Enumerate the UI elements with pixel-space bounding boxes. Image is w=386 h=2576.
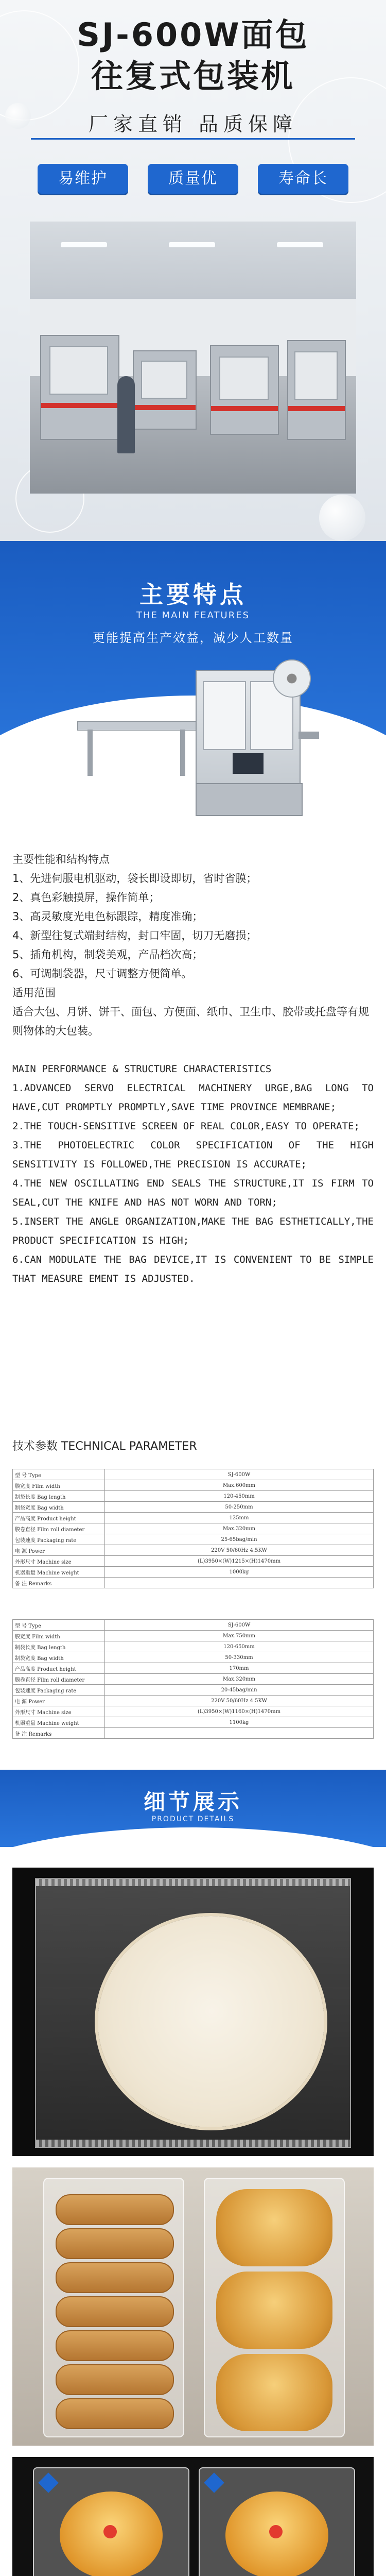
parameter-value: 50-330mm — [105, 1652, 374, 1663]
parameter-key: 电 源 Power — [13, 1696, 105, 1706]
parameter-value: 50-250mm — [105, 1502, 374, 1513]
parameter-value: Max.750mm — [105, 1631, 374, 1641]
detail-photo-pizza-crust — [12, 1868, 374, 2156]
parameter-value: Max.320mm — [105, 1523, 374, 1534]
parameter-row — [13, 1674, 374, 1685]
parameter-row — [13, 1545, 374, 1556]
parameter-key: 制袋宽度 Bag width — [13, 1502, 105, 1513]
parameter-row — [13, 1728, 374, 1739]
parameter-value: 20-45bag/min — [105, 1685, 374, 1696]
parameter-row — [13, 1513, 374, 1523]
parameter-row — [13, 1631, 374, 1641]
parameter-value: 1000kg — [105, 1567, 374, 1578]
parameter-key: 制袋宽度 Bag width — [13, 1652, 105, 1663]
spec-cn-item: 3、高灵敏度光电色标跟踪，精度准确； — [12, 910, 203, 923]
parameter-row — [13, 1502, 374, 1513]
features-title: 主要特点 — [139, 581, 247, 608]
parameter-row — [13, 1567, 374, 1578]
parameter-row — [13, 1578, 374, 1588]
scope-heading: 适用范围 — [12, 987, 56, 999]
features-section — [0, 541, 386, 850]
parameter-row — [13, 1556, 374, 1567]
parameter-value: (L)3950×(W)1160×(H)1470mm — [105, 1706, 374, 1717]
parameter-value: 25-65bag/min — [105, 1534, 374, 1545]
spec-cn-item: 2、真色彩触摸屏，操作简单； — [12, 891, 160, 904]
parameter-key: 膜宽度 Film width — [13, 1631, 105, 1641]
parameter-key: 备 注 Remarks — [13, 1578, 105, 1588]
details-subtitle: PRODUCT DETAILS — [151, 1815, 235, 1823]
spec-en-item: 6.CAN MODULATE THE BAG DEVICE,IT IS CONVENIENT TO BE SIMPLE THAT MEASURE EMENT IS ADJUSTED. — [12, 1254, 374, 1284]
parameter-key: 产品高度 Product height — [13, 1663, 105, 1674]
parameter-value: 120-450mm — [105, 1491, 374, 1502]
parameter-table-1 — [12, 1469, 374, 1588]
parameter-value — [105, 1578, 374, 1588]
parameter-value: 220V 50/60Hz 4.5KW — [105, 1545, 374, 1556]
detail-photo-bread-packs — [12, 2167, 374, 2446]
hero-section — [0, 0, 386, 541]
parameter-row — [13, 1620, 374, 1631]
parameter-row — [13, 1696, 374, 1706]
parameter-key: 产品高度 Product height — [13, 1513, 105, 1523]
details-title: 细节展示 — [143, 1789, 242, 1815]
parameter-key: 包装速度 Packaging rate — [13, 1685, 105, 1696]
parameter-key: 包装速度 Packaging rate — [13, 1534, 105, 1545]
parameter-row — [13, 1717, 374, 1728]
parameter-value: (L)3950×(W)1215×(H)1470mm — [105, 1556, 374, 1567]
parameter-value: Max.600mm — [105, 1480, 374, 1491]
parameter-value: Max.320mm — [105, 1674, 374, 1685]
spec-en-item: 2.THE TOUCH-SENSITIVE SCREEN OF REAL COLOR,EASY TO OPERATE; — [12, 1121, 360, 1132]
parameter-key: 制袋长度 Bag length — [13, 1491, 105, 1502]
parameter-key: 外形尺寸 Machine size — [13, 1556, 105, 1567]
parameter-section — [0, 1437, 386, 1739]
parameter-row — [13, 1706, 374, 1717]
spec-cn-item: 5、插角机构，制袋美观，产品档次高； — [12, 948, 203, 961]
features-description: 更能提高生产效益，减少人工数量 — [93, 631, 293, 645]
parameter-table-2 — [12, 1619, 374, 1739]
parameter-key: 机器重量 Machine weight — [13, 1567, 105, 1578]
spec-cn-item: 1、先进伺服电机驱动，袋长即设即切，省时省膜； — [12, 872, 257, 885]
hero-title-line1: SJ-600W面包 — [77, 16, 309, 54]
parameter-key: 外形尺寸 Machine size — [13, 1706, 105, 1717]
spec-en-item: 4.THE NEW OSCILLATING END SEALS THE STRUCTURE,IT IS FIRM TO SEAL,CUT THE KNIFE AND HAS NOT WORN AND TORN; — [12, 1178, 374, 1208]
badge-long-life: 寿命长 — [258, 164, 348, 194]
spec-cn-item: 4、新型往复式端封结构，封口牢固，切刀无磨损； — [12, 929, 257, 942]
parameter-value: 170mm — [105, 1663, 374, 1674]
spec-en-item: 5.INSERT THE ANGLE ORGANIZATION,MAKE THE BAG ESTHETICALLY,THE PRODUCT SPECIFICATION IS HIGH; — [12, 1216, 374, 1246]
parameter-key: 备 注 Remarks — [13, 1728, 105, 1739]
parameter-row — [13, 1641, 374, 1652]
spec-en-item: 1.ADVANCED SERVO ELECTRICAL MACHINERY URGE,BAG LONG TO HAVE,CUT PROMPTLY PROMPTLY,SAVE TIME PROVINCE MEMBRANE; — [12, 1082, 374, 1113]
features-subtitle: THE MAIN FEATURES — [136, 610, 250, 621]
parameter-row — [13, 1652, 374, 1663]
specs-text-section — [0, 850, 386, 1432]
parameter-row — [13, 1663, 374, 1674]
specs-cn-heading: 主要性能和结构特点 — [12, 853, 110, 866]
hero-title-line2: 往复式包装机 — [91, 57, 295, 95]
parameter-key: 电 源 Power — [13, 1545, 105, 1556]
parameter-value: 120-650mm — [105, 1641, 374, 1652]
parameter-key: 膜卷直径 Film roll diameter — [13, 1674, 105, 1685]
parameter-key: 膜宽度 Film width — [13, 1480, 105, 1491]
badge-quality: 质量优 — [148, 164, 238, 194]
parameter-row — [13, 1685, 374, 1696]
spec-en-item: 3.THE PHOTOELECTRIC COLOR SPECIFICATION OF THE HIGH SENSITIVITY IS FOLLOWED,THE PRECISION IS ACCURATE; — [12, 1140, 374, 1170]
parameter-key: 机器重量 Machine weight — [13, 1717, 105, 1728]
parameter-row — [13, 1523, 374, 1534]
hero-divider — [31, 138, 355, 140]
parameter-value: 220V 50/60Hz 4.5KW — [105, 1696, 374, 1706]
parameter-key: 制袋长度 Bag length — [13, 1641, 105, 1652]
parameter-value — [105, 1728, 374, 1739]
hero-title — [0, 14, 386, 97]
specs-en-heading: MAIN PERFORMANCE & STRUCTURE CHARACTERISTICS — [12, 1063, 272, 1075]
badge-easy-maintenance: 易维护 — [38, 164, 128, 194]
parameter-row — [13, 1469, 374, 1480]
detail-photo-pastries — [12, 2457, 374, 2576]
parameter-key: 型 号 Type — [13, 1620, 105, 1631]
parameter-value: SJ-600W — [105, 1469, 374, 1480]
details-banner — [0, 1770, 386, 1847]
hero-slogan: 厂家直销 品质保障 — [88, 113, 298, 135]
parameter-value: 125mm — [105, 1513, 374, 1523]
parameter-key: 型 号 Type — [13, 1469, 105, 1480]
parameter-title: 技术参数 TECHNICAL PARAMETER — [12, 1440, 197, 1453]
spec-cn-item: 6、可调制袋器，尺寸调整方便简单。 — [12, 968, 192, 980]
factory-photo — [30, 222, 356, 494]
parameter-value: 1100kg — [105, 1717, 374, 1728]
hero-badges — [0, 164, 386, 194]
parameter-row — [13, 1480, 374, 1491]
scope-text: 适合大包、月饼、饼干、面包、方便面、纸巾、卫生巾、胶带或托盘等有规则物体的大包装。 — [12, 1006, 369, 1037]
machine-photo — [77, 659, 319, 824]
parameter-key: 膜卷直径 Film roll diameter — [13, 1523, 105, 1534]
parameter-row — [13, 1491, 374, 1502]
parameter-value: SJ-600W — [105, 1620, 374, 1631]
parameter-row — [13, 1534, 374, 1545]
